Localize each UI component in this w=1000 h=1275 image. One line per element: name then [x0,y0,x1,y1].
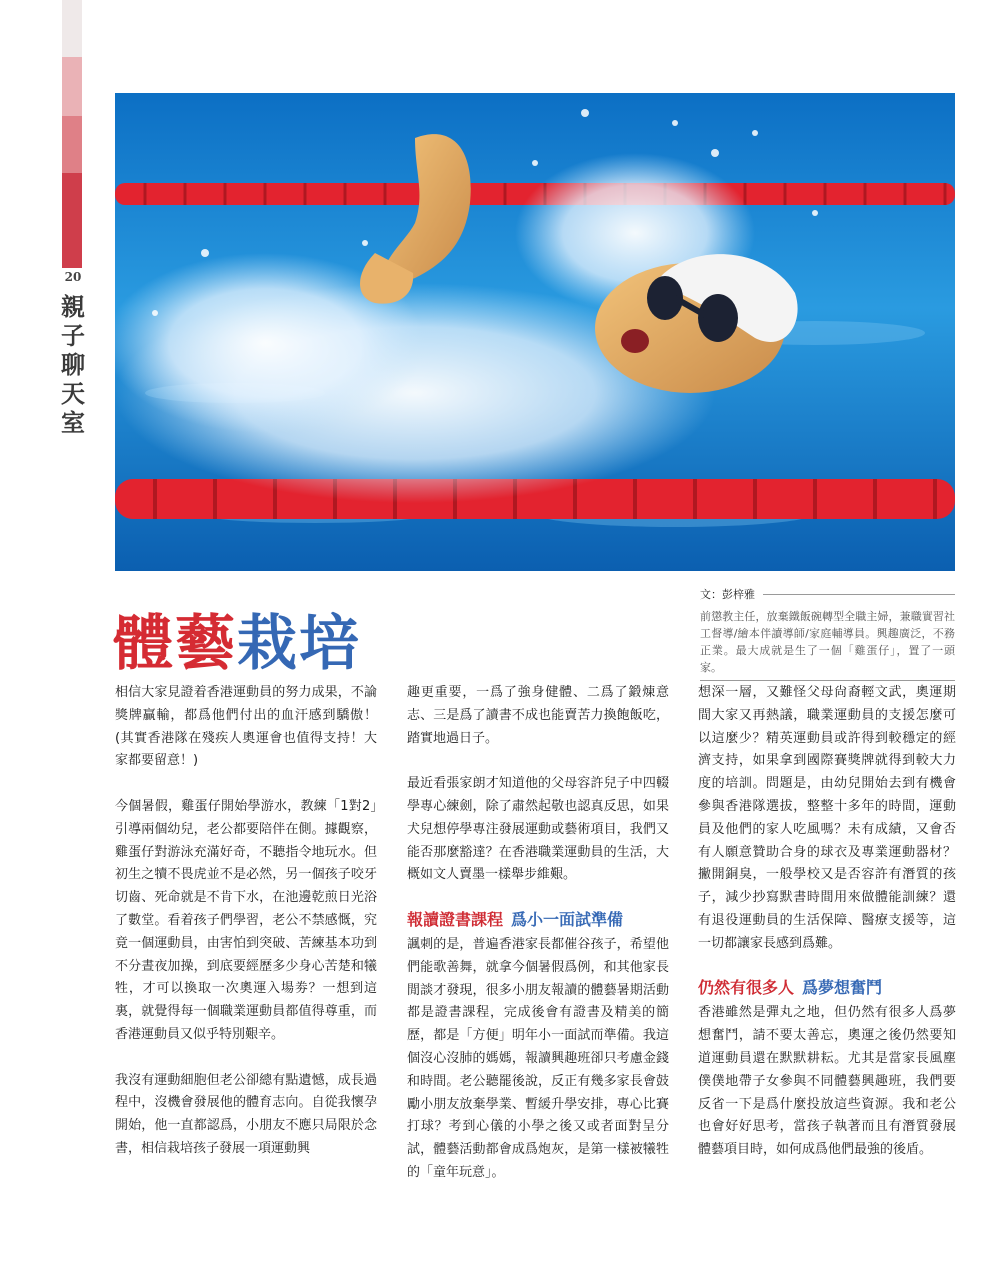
paragraph: 今個暑假，雞蛋仔開始學游水，教練「1對2」引導兩個幼兒，老公都要陪伴在側。據觀察，雞蛋仔對游泳充滿好奇，不聽指令地玩水。但初生之犢不畏虎並不是必然，另一個孩子咬牙切齒、死命就是不肯下水，在池邊乾煎日光浴了數堂。看着孩子們學習，老公不禁感慨，究竟一個運動員，由害怕到突破、苦練基本功到不分晝夜加操，到底要經歷多少身心苦楚和犧牲，才可以換取一次奧運入場劵？一想到這裏，就覺得每一個職業運動員都值得尊重，而香港運動員又似乎特別艱辛。 [115,798,377,1042]
paragraph: 趣更重要，一爲了強身健體、二爲了鍛煉意志、三是爲了讀書不成也能賣苦力換飽飯吃，踏實地過日子。 [407,685,669,746]
paragraph: 香港雖然是彈丸之地，但仍然有很多人爲夢想奮鬥，請不要太善忘，奧運之後仍然要知道運動員還在默默耕耘。尤其是當家長風塵僕僕地帶子女參與不同體藝興趣班，我們要反省一下是爲什麼投放這些資源。我和老公也會好好思考，當孩子執著而且有潛質發展體藝項目時，如何成爲他們最強的後盾。 [698,1005,956,1158]
swimmer-photo [115,93,955,571]
title-red-part: 體藝 [113,609,237,679]
article-title [113,604,361,684]
author-label: 文：彭梓雅 [700,588,755,601]
page-number: 20 [64,270,82,284]
color-strip-2 [62,57,82,116]
color-strip-4 [62,173,82,268]
author-bio: 前懲教主任，放棄鐵飯碗轉型全職主婦，兼職實習社工督導/繪本伴讀導師/家庭輔導員。興趣廣泛，不務正業。最大成就是生了一個「雞蛋仔」，置了一頭家。 [700,610,955,674]
paragraph: 我沒有運動細胞但老公卻總有點遺憾，成長過程中，沒機會發展他的體育志向。自從我懷孕開始，他一直都認爲，小朋友不應只局限於念書，相信栽培孩子發展一項運動興 [115,1072,377,1156]
subheading-1-blue: 爲小一面試準備 [511,909,624,929]
subheading-1 [407,908,669,932]
subheading-1-red: 報讀證書課程 [407,909,504,929]
subheading-2-blue: 爲夢想奮鬥 [802,978,883,998]
color-strip-1 [62,0,82,57]
column-2 [407,682,669,1185]
color-strip-3 [62,116,82,173]
column-3 [698,682,956,1162]
author-box [700,586,955,681]
column-1 [115,682,377,1161]
paragraph: 想深一層，又難怪父母尙裔輕文武，奧運期間大家又再熱議，職業運動員的支援怎麼可以這麼少？精英運動員或許得到較穩定的經濟支持，如果拿到國際賽獎牌就得到較大力度的培訓。問題是，由幼兒開始去到有機會參與香港隊選拔，整整十多年的時間，運動員及他們的家人吃風嗎？未有成績，又會否有人願意贊助合身的球衣及專業運動器材？撇開銅臭，一般學校又是否容許有潛質的孩子，減少抄寫默書時間用來做體能訓練？還有退役運動員的生活保障、醫療支援等，這一切都讓家長感到爲難。 [698,685,956,951]
author-rule [763,594,955,595]
paragraph: 最近看張家朗才知道他的父母容許兒子中四輟學專心練劍，除了肅然起敬也認真反思，如果犬兒想停學專注發展運動或藝術項目，我們又能否那麼豁達？在香港職業運動員的生活，大概如文人賣墨一樣舉步維艱。 [407,776,669,883]
paragraph: 諷刺的是，普遍香港家長都催谷孩子，希望他們能歌善舞，就拿今個暑假爲例，和其他家長閒談才發現，很多小朋友報讀的體藝暑期活動都是證書課程，完成後會有證書及精美的簡歷，都是「方便」明年小一面試而準備。我這個沒心沒肺的媽媽，報讀興趣班卻只考慮金錢和時間。老公聽罷後說，反正有幾多家長會鼓勵小朋友放棄學業、暫緩升學安排，專心比賽打球？考到心儀的小學之後又或者面對呈分試，體藝活動都會成爲炮灰，是第一樣被犧牲的「童年玩意」。 [407,936,669,1180]
author-bottom-rule [700,680,955,681]
section-title: 親子聊天室 [61,292,85,437]
title-blue-part: 栽培 [237,609,361,679]
author-header [700,586,955,602]
paragraph: 相信大家見證着香港運動員的努力成果，不論獎牌贏輸，都爲他們付出的血汗感到驕傲！(其實香港隊在殘疾人奧運會也值得支持！大家都要留意！) [115,685,377,769]
subheading-2-red: 仍然有很多人 [698,978,795,998]
subheading-2 [698,976,956,1000]
